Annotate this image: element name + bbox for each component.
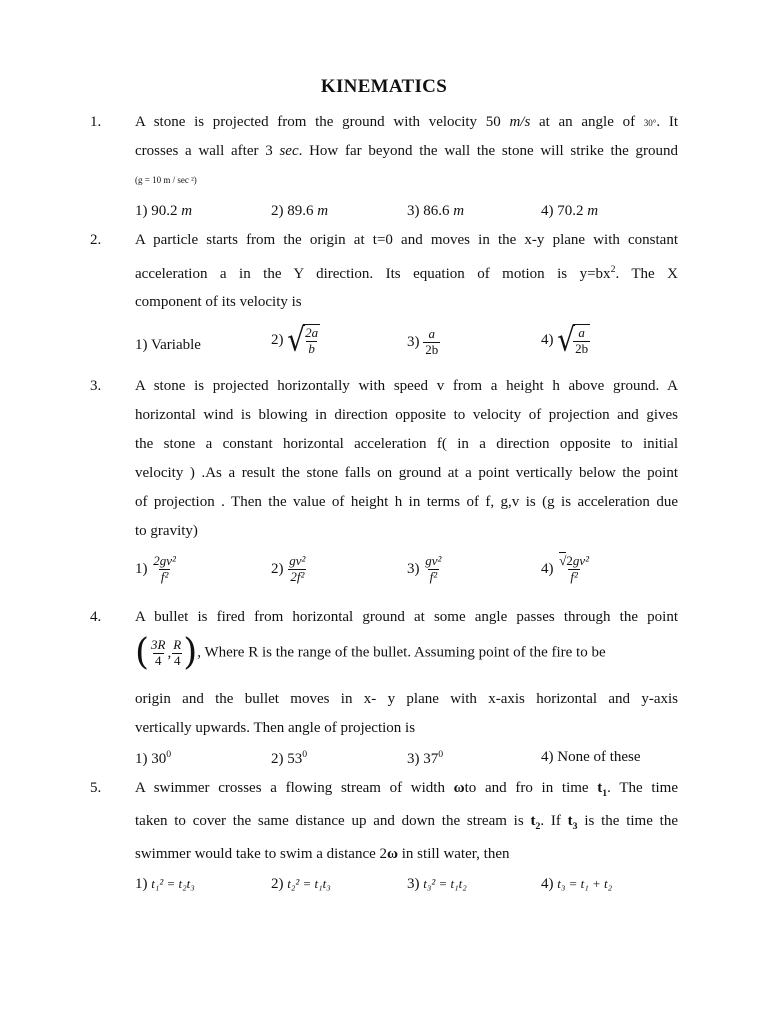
question-2-line-2: acceleration a in the Y direction. Its equation of motion is $y=bx^2$. The X — [135, 264, 678, 282]
question-4-line-2: ( $\frac{3R}{4}$ , $\frac{R}{4}$ ) , Where R is the range of the bullet. Assuming point of the fire to be — [135, 632, 606, 673]
question-1-option-2: 2) 89.6 m — [271, 203, 329, 219]
question-3-line-3: the stone a constant horizontal acceleration f( in a direction opposite to initial — [135, 436, 678, 452]
question-4-option-3: 3) $37^0$ — [407, 749, 444, 767]
question-3-line-5: of projection . Then the value of height h in terms of f, g,v is (g is acceleration due — [135, 494, 678, 510]
question-5-number: 5. — [90, 780, 102, 796]
question-2-option-3: 3) $\frac{a}{2b}$ — [407, 326, 439, 357]
question-1-number: 1. — [90, 114, 102, 130]
sqrt-symbol: √ — [287, 320, 306, 359]
page-title: KINEMATICS — [320, 76, 448, 97]
question-3-option-4: 4) $\frac{\text{√2gv²}}{\text{f²}}$ — [541, 553, 590, 584]
question-3-line-1: A stone is projected horizontally with speed v from a height h above ground. A — [135, 378, 678, 394]
question-5-option-4: 4) t₃ = t₁ + t₂ — [541, 876, 613, 892]
question-3-option-3: 3) $\frac{\text{gv²}}{\text{f²}}$ — [407, 553, 442, 584]
question-1-option-3: 3) 86.6 m — [407, 203, 465, 219]
question-1-gravity-note: (g = 10 m / sec ²) — [135, 175, 197, 185]
question-1-option-4: 4) 70.2 m — [541, 203, 599, 219]
question-5-line-1: A swimmer crosses a flowing stream of width ωto and fro in time $t_1$. The time — [135, 780, 678, 799]
question-1-option-1: 1) 90.2 m — [135, 203, 193, 219]
question-4-line-4: vertically upwards. Then angle of projection is — [135, 720, 416, 736]
question-4-number: 4. — [90, 609, 102, 625]
question-5-line-3: swimmer would take to swim a distance 2ω in still water, then — [135, 846, 510, 862]
question-5-option-2: 2) t₂² = t₁t₃ — [271, 876, 331, 892]
question-2-option-4: 4) √ $\frac{a}{2b}$ — [541, 320, 589, 359]
question-2-option-2: 2) √ $\frac{2a}{b}$ — [271, 320, 319, 359]
question-4-option-2: 2) $53^0$ — [271, 749, 308, 767]
question-3-line-6: to gravity) — [135, 523, 198, 539]
sqrt-symbol: √ — [557, 320, 576, 359]
question-3-line-2: horizontal wind is blowing in direction opposite to velocity of projection and gives — [135, 407, 678, 423]
question-1-line-2: crosses a wall after 3 sec. How far beyond the wall the stone will strike the ground — [135, 143, 679, 159]
question-5-line-2: taken to cover the same distance up and down the stream is $t_2$. If $t_3$ is the time the — [135, 813, 678, 832]
question-2-line-3: component of its velocity is — [135, 294, 302, 310]
question-1-line-1: A stone is projected from the ground with velocity 50 m/s at an angle of 30°. It — [135, 114, 678, 130]
question-2-line-1: A particle starts from the origin at t=0 and moves in the x-y plane with constant — [135, 232, 678, 248]
question-2-number: 2. — [90, 232, 102, 248]
question-4-option-1: 1) $30^0$ — [135, 749, 172, 767]
question-4-line-3: origin and the bullet moves in x- y plane with x-axis horizontal and y-axis — [135, 691, 678, 707]
question-4-line-1: A bullet is fired from horizontal ground at some angle passes through the point — [135, 609, 678, 625]
question-5-option-1: 1) t₁² = t₂t₃ — [135, 876, 195, 892]
question-3-line-4: velocity ) .As a result the stone falls on ground at a point vertically below the point — [135, 465, 678, 481]
question-2-option-1: 1) Variable — [135, 337, 201, 353]
question-3-number: 3. — [90, 378, 102, 394]
question-5-option-3: 3) t₃² = t₁t₂ — [407, 876, 467, 892]
question-4-option-4: 4) None of these — [541, 749, 641, 765]
question-3-option-2: 2) $\frac{\text{gv²}}{\text{2f²}}$ — [271, 553, 306, 584]
question-3-option-1: 1) $\frac{\text{2gv²}}{\text{f²}}$ — [135, 553, 176, 584]
